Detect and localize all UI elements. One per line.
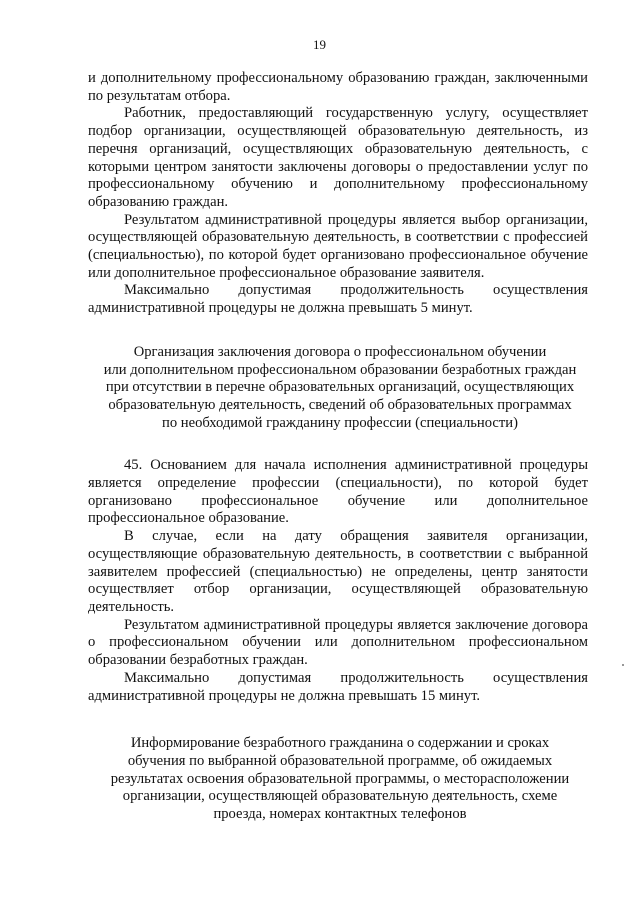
heading-line: или дополнительном профессиональном образовании безработных граждан [103,361,577,378]
heading-line: результатах освоения образовательной программы, о месторасположении [110,770,570,787]
heading-line: Организация заключения договора о профессиональном обучении [133,343,547,360]
page-number: 19 [313,37,326,52]
heading-line: при отсутствии в перечне образовательных организаций, осуществляющих [105,379,575,396]
paragraph-result-contract: Результатом административной процедуры является заключение договора о профессиональном обучении или дополнительном профессиональном образовании безработных граждан. [88,616,588,669]
paragraph-continuation: и дополнительному профессиональному образованию граждан, заключенными по результатам отбора. [88,70,588,104]
paragraph-max-duration-5: Максимально допустимая продолжительность осуществления административной процедуры не должна превышать 5 минут. [88,282,588,317]
paragraph-case-not-defined: В случае, если на дату обращения заявителя организации, осуществляющие образовательную деятельность, в соответствии с выбранной заявителем профессией (специальностью) не определены, центр занятости осуществляет отбор организации, осуществляющей образовательную деятельность. [88,528,588,615]
heading-line: проезда, номерах контактных телефонов [213,806,467,823]
section-heading-informing [96,735,584,824]
document-body [88,70,588,824]
scan-speck [622,664,624,666]
section-heading-contract [96,344,584,433]
heading-line: организации, осуществляющей образовательную деятельность, схеме [122,788,558,805]
heading-line: образовательную деятельность, сведений об образовательных программах [108,396,572,413]
paragraph-basis-45: 45. Основанием для начала исполнения административной процедуры является определение профессии (специальности), по которой будет организовано профессиональное обучение или дополнительное профессиональное образование. [88,457,588,527]
heading-line: обучения по выбранной образовательной программе, об ожидаемых [127,752,553,769]
paragraph-worker-selection: Работник, предоставляющий государственную услугу, осуществляет подбор организации, осуществляющей образовательную деятельность, из перечня организаций, осуществляющих образовательную деятельность, с которыми центром занятости заключены договоры о предоставлении услуг по профессиональному обучению и дополнительному профессиональному образованию граждан. [88,105,588,210]
heading-line: по необходимой гражданину профессии (специальности) [162,414,518,431]
paragraph-max-duration-15: Максимально допустимая продолжительность осуществления административной процедуры не должна превышать 15 минут. [88,669,588,704]
paragraph-result-choice: Результатом административной процедуры является выбор организации, осуществляющей образовательную деятельность, в соответствии с профессией (специальностью), по которой будет организовано профессиональное обучение или дополнительное профессиональное образование заявителя. [88,211,588,281]
heading-line: Информирование безработного гражданина о содержании и сроках [130,735,550,752]
